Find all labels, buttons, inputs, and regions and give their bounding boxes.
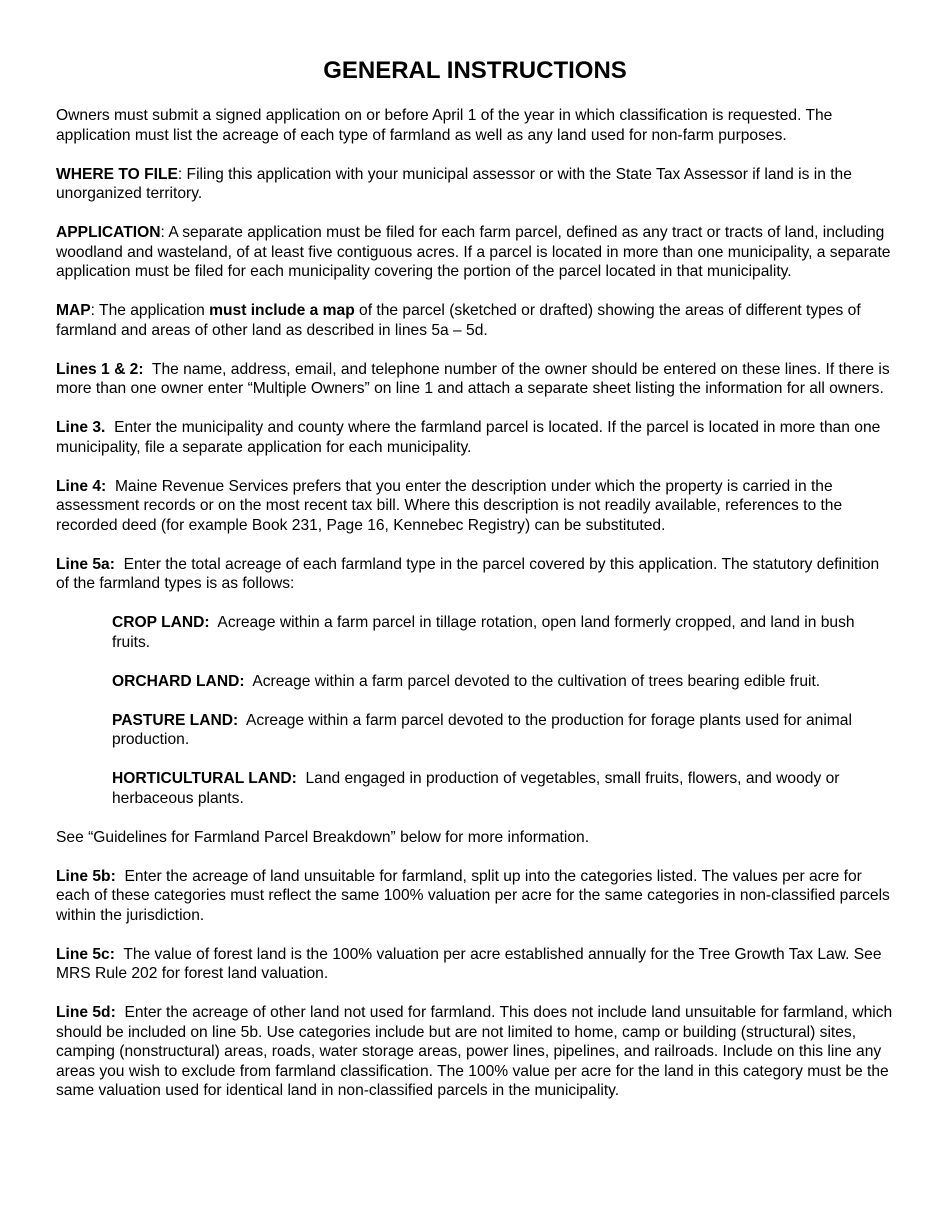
where-to-file-separator: :: [177, 165, 187, 183]
map-section: [56, 301, 894, 340]
lines-1-2-label: Lines 1 & 2:: [56, 360, 144, 378]
line-5a-section: [56, 555, 894, 594]
line-5a-label: Line 5a:: [56, 555, 115, 573]
map-text-after: of the parcel (sketched or drafted) showing the areas of different types of farmland and areas of other land as described in lines 5a – 5d.: [56, 302, 861, 339]
map-separator: :: [90, 302, 100, 319]
application-text: A separate application must be filed for each farm parcel, defined as any tract or tracts of land, including woodland and wasteland, of at least five contiguous acres. If a parcel is located in more than one municipality, a separate application must be filed for each municipality covering the portion of the parcel located in that municipality.: [56, 224, 891, 280]
definition-text: Acreage within a farm parcel devoted to the production for forage plants used for animal production.: [112, 711, 852, 748]
line-5b-section: [56, 867, 894, 926]
definition-orchard-land: [112, 672, 894, 692]
intro-paragraph: Owners must submit a signed application on or before April 1 of the year in which classification is requested. The application must list the acreage of each type of farmland as well as any land used for non-farm purposes.: [56, 107, 833, 144]
application-section: [56, 223, 894, 282]
line-5c-label: Line 5c:: [56, 945, 115, 963]
line-5d-label: Line 5d:: [56, 1004, 116, 1021]
line-3-label: Line 3.: [56, 419, 106, 436]
definition-label: HORTICULTURAL LAND:: [112, 770, 297, 787]
line-5a-text: Enter the total acreage of each farmland type in the parcel covered by this application. The statutory definition of the farmland types is as follows:: [56, 555, 880, 592]
map-label: MAP: [56, 302, 91, 319]
definition-horticultural-land: [112, 769, 894, 808]
line-5b-text: Enter the acreage of land unsuitable for farmland, split up into the categories listed. The values per acre for each of these categories must reflect the same 100% valuation per acre for the same categories in non-classified parcels within the jurisdiction.: [56, 867, 890, 924]
where-to-file-text: Filing this application with your municipal assessor or with the State Tax Assessor if land is in the unorganized territory.: [56, 165, 852, 202]
line-5d-section: [56, 1003, 894, 1101]
definition-text: Land engaged in production of vegetables, small fruits, flowers, and woody or herbaceous plants.: [112, 770, 840, 807]
application-label: APPLICATION: [56, 224, 161, 241]
line-5c-text: The value of forest land is the 100% valuation per acre established annually for the Tree Growth Tax Law. See MRS Rule 202 for forest land valuation.: [56, 945, 882, 982]
line-3-text: Enter the municipality and county where the farmland parcel is located. If the parcel is located in more than one municipality, file a separate application for each municipality.: [56, 419, 881, 456]
application-separator: :: [160, 224, 169, 241]
line-4-text: Maine Revenue Services prefers that you enter the description under which the property is carried in the assessment records or on the most recent tax bill. Where this description is not readily available, references to the recorded deed (for example Book 231, Page 16, Kennebec Registry) can be substituted.: [56, 477, 843, 534]
see-guidelines-note: See “Guidelines for Farmland Parcel Breakdown” below for more information.: [56, 828, 590, 846]
definition-label: ORCHARD LAND:: [112, 672, 245, 690]
line-5d-text: Enter the acreage of other land not used for farmland. This does not include land unsuitable for farmland, which should be included on line 5b. Use categories include but are not limited to home, camp or building (structural) sites, camping (nonstructural) areas, roads, water storage areas, power lines, pipelines, and railroads. Include on this line any areas you wish to exclude from farmland classification. The 100% value per acre for the land in this category must be the same valuation used for identical land in non-classified parcels in the municipality.: [56, 1004, 893, 1099]
map-text-before: The application: [99, 302, 210, 319]
definition-label: PASTURE LAND:: [112, 711, 239, 729]
definition-label: CROP LAND:: [112, 614, 210, 631]
line-4-label: Line 4:: [56, 477, 107, 495]
where-to-file-label: WHERE TO FILE: [56, 165, 178, 183]
line-3-section: [56, 418, 894, 457]
definition-crop-land: [112, 613, 894, 652]
definition-text: Acreage within a farm parcel in tillage rotation, open land formerly cropped, and land in bush fruits.: [112, 614, 855, 651]
where-to-file-section: [56, 165, 894, 204]
definition-pasture-land: [112, 711, 894, 750]
definition-text: Acreage within a farm parcel devoted to the cultivation of trees bearing edible fruit.: [252, 672, 821, 690]
line-5c-section: [56, 945, 894, 984]
line-5b-label: Line 5b:: [56, 867, 116, 885]
lines-1-2-section: [56, 360, 894, 399]
page-title: GENERAL INSTRUCTIONS: [323, 57, 627, 84]
line-4-section: [56, 477, 894, 536]
map-emphasis: must include a map: [209, 302, 355, 319]
lines-1-2-text: The name, address, email, and telephone number of the owner should be entered on these lines. If there is more than one owner enter “Multiple Owners” on line 1 and attach a separate sheet listing the information for all owners.: [56, 360, 890, 397]
